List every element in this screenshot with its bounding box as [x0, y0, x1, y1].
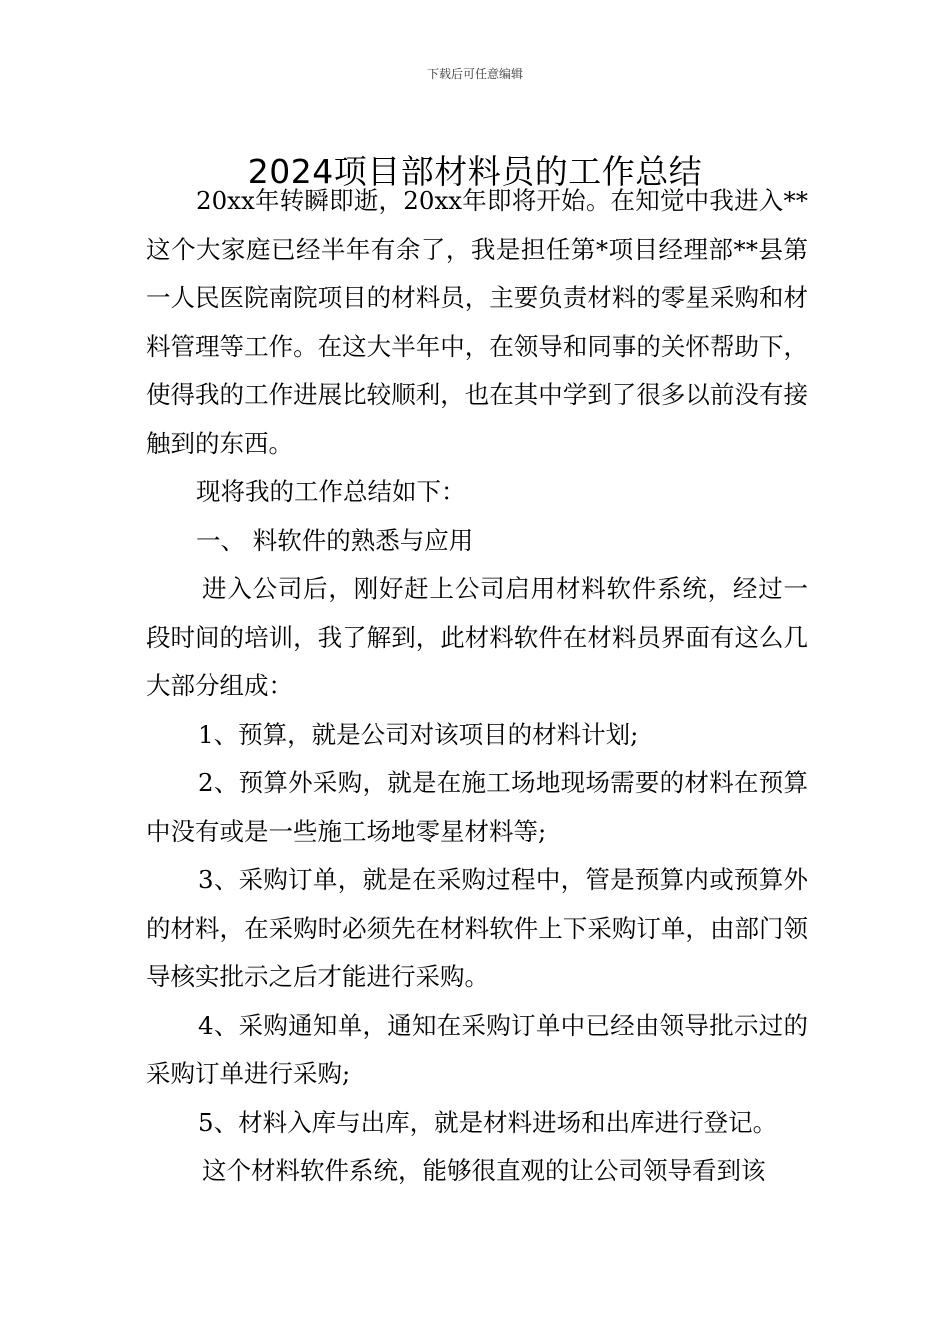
list-item-5: 5、材料入库与出库，就是材料进场和出库进行登记。	[198, 1107, 778, 1137]
paragraph-software-benefit: 这个材料软件系统，能够很直观的让公司领导看到该	[202, 1156, 766, 1185]
list-item-2: 2、预算外采购，就是在施工场地现场需要的材料在预算中没有或是一些施工场地零星材料等;	[146, 768, 808, 846]
document-title: 2024项目部材料员的工作总结	[247, 152, 703, 192]
list-item-4: 4、采购通知单，通知在采购订单中已经由领导批示过的采购订单进行采购;	[146, 1010, 808, 1088]
paragraph-intro: 20xx年转瞬即逝，20xx年即将开始。在知觉中我进入**这个大家庭已经半年有余了，我是担任第*项目经理部**县第一人民医院南院项目的材料员，主要负责材料的零星采购和材料管理等工作。在这大半年中，在领导和同事的关怀帮助下，使得我的工作进展比较顺利，也在其中学到了很多以前没有接触到的东西。	[146, 186, 808, 458]
header-note: 下载后可任意编辑	[426, 67, 523, 81]
section-heading-1: 一、 料软件的熟悉与应用	[196, 525, 474, 555]
list-item-3: 3、采购订单，就是在采购过程中，管是预算内或预算外的材料，在采购时必须先在材料软件上下采购订单，由部门领导核实批示之后才能进行采购。	[146, 865, 808, 991]
list-item-1: 1、预算，就是公司对该项目的材料计划;	[198, 719, 639, 749]
paragraph-software: 进入公司后，刚好赶上公司启用材料软件系统，经过一段时间的培训，我了解到，此材料软件在材料员界面有这么几大部分组成：	[146, 574, 808, 700]
document-body	[146, 177, 808, 1196]
paragraph-summary-lead: 现将我的工作总结如下：	[196, 477, 466, 506]
